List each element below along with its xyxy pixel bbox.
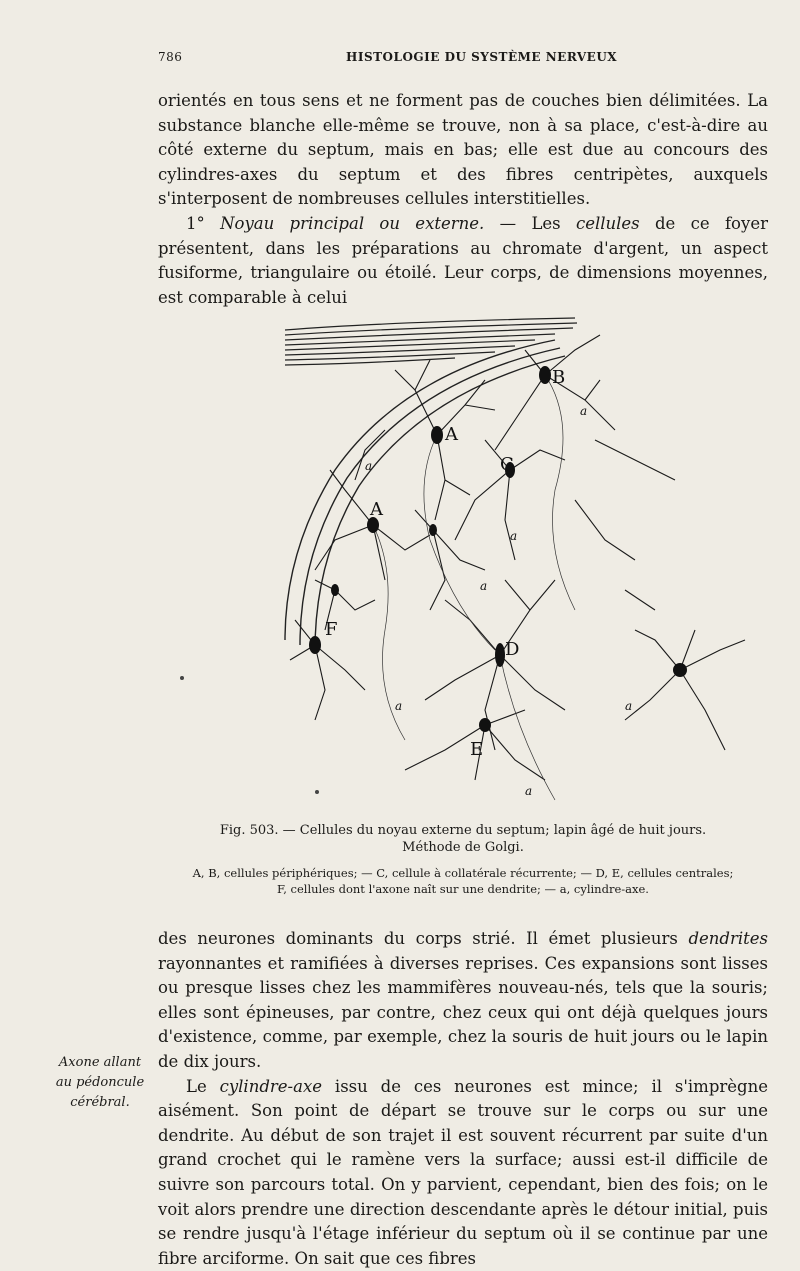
fiber-bundle <box>285 318 577 365</box>
text-fragment: des neurones dominants du corps strié. Il émet plusieurs <box>158 929 689 948</box>
dendrite-branches <box>290 335 745 780</box>
caption-line-2: Méthode de Golgi. <box>402 840 524 855</box>
italic-term: dendrites <box>688 929 768 948</box>
print-speck <box>180 676 184 680</box>
paragraph-continuation: orientés en tous sens et ne forment pas de couches bien délimitées. La substance blanche elle-même se trouve, non à sa place, c'est-à-dire au côté externe du septum, mais en bas; elle est due au concours des cylindres-axes du septum et des fibres centripètes, auxquels s'interposent de nombreuses cellules interstitielles. <box>158 91 768 209</box>
label-a: a <box>580 404 588 418</box>
neuron-drawing <box>255 310 775 815</box>
label-A-upper: A <box>445 424 458 445</box>
body-text-top <box>158 89 768 310</box>
label-a: a <box>625 699 633 713</box>
label-D: D <box>505 639 520 660</box>
label-B: B <box>552 367 566 388</box>
text-fragment: Le <box>186 1076 220 1096</box>
legend-line-2: F, cellules dont l'axone naît sur une dendrite; — a, cylindre-axe. <box>277 882 649 896</box>
body-text-bottom <box>158 927 768 1271</box>
section-number: 1° <box>186 213 205 233</box>
italic-term: cellules <box>575 213 640 233</box>
label-a: a <box>365 459 373 473</box>
text-fragment: — Les <box>484 213 576 233</box>
figure-legend <box>158 865 768 897</box>
label-F: F <box>325 619 338 640</box>
text-fragment: de ce foyer présentent, dans les préparations au chromate d'argent, un aspect fusiforme, triangulaire ou étoilé. Leur corps, de dimensions moyennes, est comparable à celui <box>158 213 768 307</box>
text-fragment: issu de ces neurones est mince; il s'imprègne aisément. Son point de départ se trouve sur le corps ou sur une dendrite. Au début de son trajet il est souvent récurrent par suite d'un grand crochet qui le ramène vers la surface; aussi est-il difficile de suivre son parcours total. On y parvient, cependant, bien des fois; on le voit alors prendre une direction descendante après le détour initial, puis se rendre jusqu'à l'étage inférieur du septum où il se continue par une fibre arciforme. On sait que ces fibres <box>158 1076 768 1268</box>
paragraph-cylindre-axe <box>158 1075 768 1271</box>
margin-note: Axone allant au pédoncule cérébral. <box>55 1055 145 1110</box>
label-a: a <box>525 784 533 798</box>
page-number: 786 <box>158 50 183 64</box>
section-title: Noyau principal ou externe. <box>220 213 485 233</box>
text-fragment: rayonnantes et ramifiées à diverses reprises. Ces expansions sont lisses ou presque lisses chez les mammifères nouveau-nés, tels que la souris; elles sont épineuses, par contre, chez ceux qui ont déjà quelques jours d'existence, comme, par exemple, chez la souris de huit jours ou le lapin de dix jours. <box>158 953 768 1071</box>
figure-503-illustration <box>255 310 775 815</box>
ventricle-border-lines <box>285 340 565 650</box>
figure-caption <box>158 822 768 856</box>
print-speck <box>315 790 319 794</box>
paragraph-dendrites <box>158 927 768 1075</box>
cell-bodies <box>309 366 687 732</box>
label-a: a <box>395 699 403 713</box>
caption-line-1: Fig. 503. — Cellules du noyau externe du septum; lapin âgé de huit jours. <box>219 823 707 838</box>
axon-lines <box>373 375 575 800</box>
running-header <box>158 50 768 70</box>
label-a: a <box>480 579 488 593</box>
label-A-lower: A <box>370 499 383 520</box>
running-title: HISTOLOGIE DU SYSTÈME NERVEUX <box>346 50 618 64</box>
legend-line-1: A, B, cellules périphériques; — C, cellule à collatérale récurrente; — D, E, cellules centrales; <box>192 866 734 880</box>
label-C: C <box>500 454 514 475</box>
label-a: a <box>510 529 518 543</box>
italic-term: cylindre-axe <box>219 1076 323 1096</box>
paragraph-noyau-principal <box>158 212 768 310</box>
label-E: E <box>470 739 484 760</box>
